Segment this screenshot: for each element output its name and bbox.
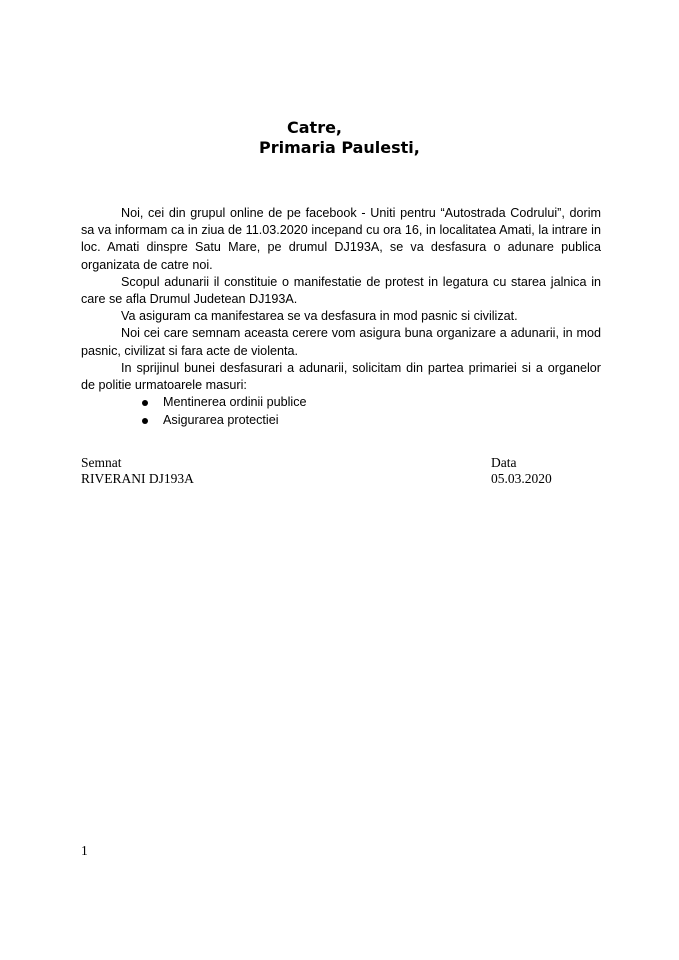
- list-item: [81, 394, 601, 412]
- measures-list: [81, 394, 601, 429]
- signature-label: Semnat: [81, 455, 122, 470]
- measure-text: Mentinerea ordinii publice: [163, 395, 307, 410]
- paragraph-announcement: Noi, cei din grupul online de pe facebook - Uniti pentru “Autostrada Codrului”, dorim sa va informam ca in ziua de 11.03.2020 incepand cu ora 16, in localitatea Amati, la intrare in loc. Amati dinspre Satu Mare, pe drumul DJ193A, se va desfasura o adunare publica organizata de catre noi.: [81, 206, 601, 272]
- letter-body: [81, 205, 601, 429]
- measure-text: Asigurarea protectiei: [163, 412, 279, 427]
- paragraph-purpose: Scopul adunarii il constituie o manifestatie de protest in legatura cu starea jalnica in care se afla Drumul Judetean DJ193A.: [81, 274, 601, 307]
- bullet-icon: [142, 400, 148, 406]
- list-item: [81, 412, 601, 430]
- heading-recipient-name: Primaria Paulesti,: [259, 138, 420, 157]
- bullet-icon: [142, 418, 148, 424]
- date-label: Data: [491, 455, 517, 470]
- signature-name: RIVERANI DJ193A: [81, 471, 194, 486]
- paragraph-assurance: Va asiguram ca manifestarea se va desfasura in mod pasnic si civilizat.: [121, 309, 518, 324]
- paragraph-request: In sprijinul bunei desfasurari a adunarii, solicitam din partea primariei si a organelor de politie urmatoarele masuri:: [81, 360, 601, 393]
- date-value: 05.03.2020: [491, 471, 552, 486]
- heading-recipient-label: Catre,: [287, 118, 343, 137]
- paragraph-organization: Noi cei care semnam aceasta cerere vom asigura buna organizare a adunarii, in mod pasnic, civilizat si fara acte de violenta.: [81, 326, 601, 358]
- page-number: 1: [81, 843, 88, 858]
